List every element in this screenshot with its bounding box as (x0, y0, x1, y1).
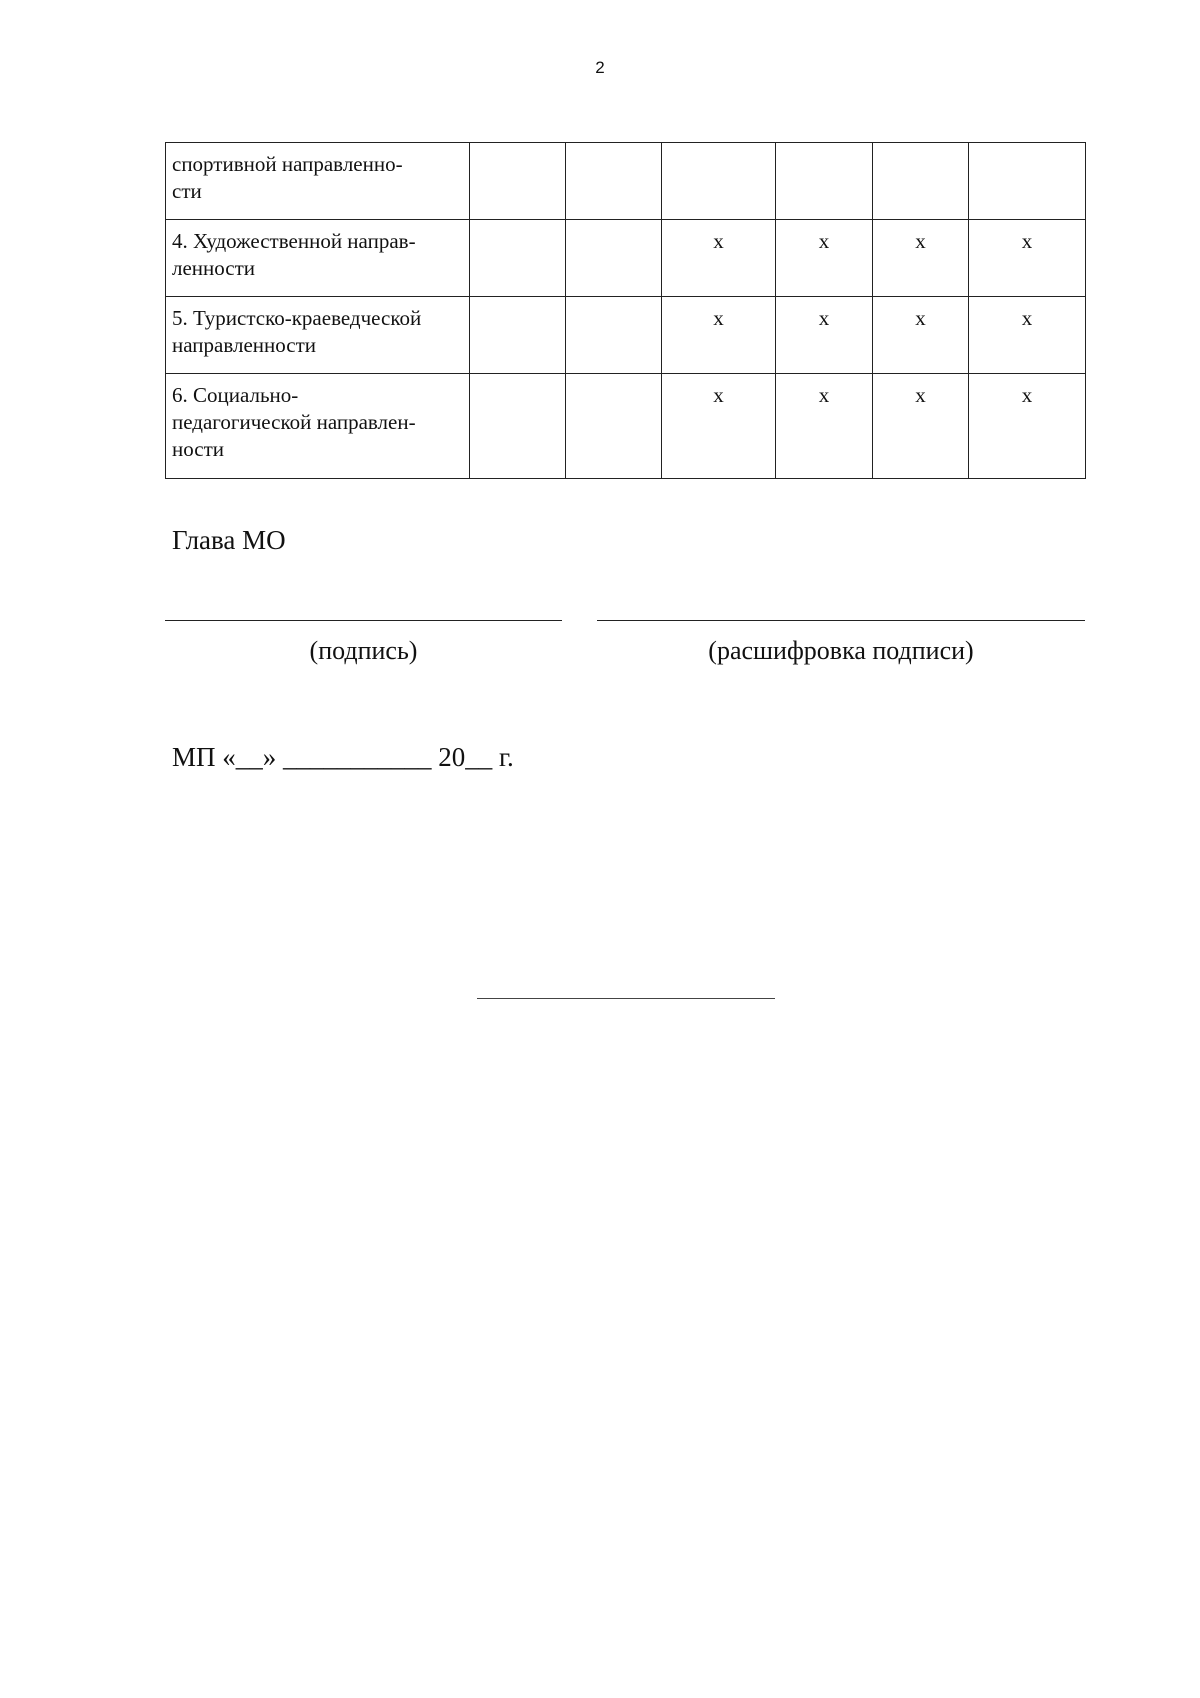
table-cell: x (776, 374, 873, 479)
table-cell (470, 143, 566, 220)
table-cell (662, 143, 776, 220)
table-row (166, 297, 1086, 374)
table-row (166, 143, 1086, 220)
row-label: 4. Художественной направ- ленности (166, 220, 470, 297)
row-label: 5. Туристско-краеведческой направленности (166, 297, 470, 374)
row-label: спортивной направленно- сти (166, 143, 470, 220)
signature-decoding-caption: (расшифровка подписи) (708, 636, 974, 665)
table-cell (566, 143, 662, 220)
signature-decoding-line (597, 620, 1085, 621)
signature-caption: (подпись) (309, 636, 418, 665)
table-cell (566, 220, 662, 297)
table-cell: x (662, 220, 776, 297)
row-label: 6. Социально- педагогической направлен- ности (166, 374, 470, 479)
table-cell: x (776, 297, 873, 374)
signature-line (165, 620, 562, 621)
table-cell: x (776, 220, 873, 297)
table-cell (566, 374, 662, 479)
table-cell: x (969, 374, 1086, 479)
table-cell (776, 143, 873, 220)
head-label: Глава МО (172, 525, 286, 555)
table-cell: x (873, 374, 969, 479)
table-cell: x (969, 297, 1086, 374)
bottom-rule (477, 998, 775, 999)
data-table (165, 142, 1086, 479)
page-number: 2 (595, 58, 605, 77)
table-cell: x (662, 297, 776, 374)
table-cell: x (873, 297, 969, 374)
table-cell: x (873, 220, 969, 297)
table-cell: x (662, 374, 776, 479)
table-cell (969, 143, 1086, 220)
table-cell (873, 143, 969, 220)
table-cell (566, 297, 662, 374)
table-cell (470, 374, 566, 479)
stamp-date-line: МП «__» ___________ 20__ г. (172, 742, 514, 772)
table-row (166, 374, 1086, 479)
table-cell (470, 297, 566, 374)
table-cell: x (969, 220, 1086, 297)
table-row (166, 220, 1086, 297)
table-cell (470, 220, 566, 297)
